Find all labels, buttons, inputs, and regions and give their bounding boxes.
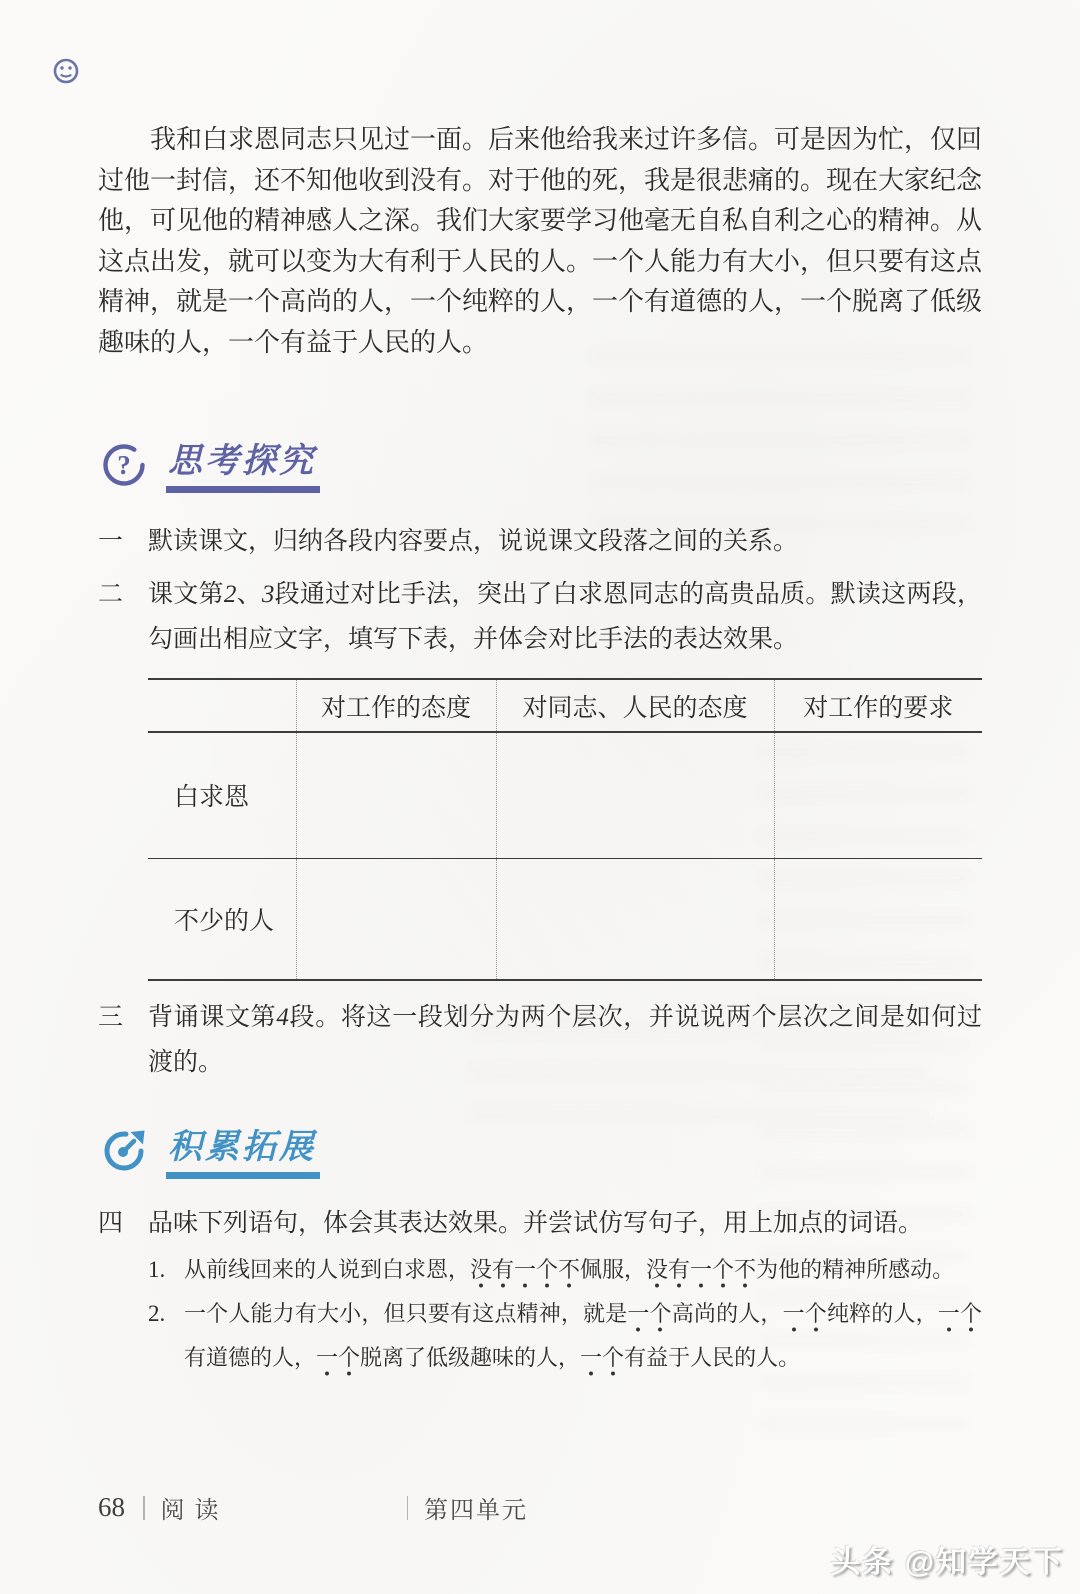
table-header-attitude-people: 对同志、人民的态度 — [496, 679, 774, 732]
item-marker: 三 — [98, 1004, 124, 1031]
page-footer — [98, 1490, 528, 1525]
table-cell-blank — [296, 732, 496, 858]
exercise-item-1 — [98, 519, 982, 564]
exercise-item-3 — [98, 995, 982, 1085]
item-marker: 四 — [98, 1210, 124, 1237]
item-text: 品味下列语句，体会其表达效果。并尝试仿写句子，用上加点的词语。 — [148, 1210, 924, 1237]
table-cell-blank — [774, 858, 982, 980]
think-explore-title: 思考探究 — [166, 441, 320, 493]
footer-unit-label: 第四单元 — [424, 1498, 528, 1524]
question-circle-icon — [100, 441, 148, 489]
sentence-number: 1. — [148, 1257, 166, 1282]
table-header-row — [148, 679, 982, 732]
svg-text:?: ? — [117, 450, 131, 480]
accumulate-expand-title: 积累拓展 — [166, 1127, 320, 1179]
page-number: 68 — [98, 1492, 125, 1522]
table-header-work-demand: 对工作的要求 — [774, 679, 982, 732]
circular-arrow-icon — [100, 1127, 148, 1175]
table-row-many-people — [148, 858, 982, 980]
exercise-item-4 — [98, 1201, 982, 1246]
table-cell-blank — [774, 732, 982, 858]
smiley-icon — [52, 57, 80, 85]
example-sentences — [98, 1248, 982, 1380]
sentence-number: 2. — [148, 1301, 166, 1326]
row-label: 不少的人 — [148, 858, 296, 980]
accumulate-expand-items — [98, 1201, 982, 1246]
sentence-text: 从前线回来的人说到白求恩，没有一个不佩服，没有一个不为他的精神所感动。 — [184, 1248, 982, 1292]
sentence-1 — [148, 1248, 982, 1292]
page-content — [98, 120, 982, 1380]
footer-divider — [143, 1496, 145, 1520]
item-marker: 二 — [98, 581, 124, 608]
exercise-item-2 — [98, 572, 982, 662]
reading-text-paragraph: 我和白求恩同志只见过一面。后来他给我来过许多信。可是因为忙，仅回过他一封信，还不知他收到没有。对于他的死，我是很悲痛的。现在大家纪念他，可见他的精神感人之深。我们大家要学习他毫无自私自利之心的精神。从这点出发，就可以变为大有利于人民的人。一个人能力有大小，但只要有这点精神，就是一个高尚的人，一个纯粹的人，一个有道德的人，一个脱离了低级趣味的人，一个有益于人民的人。 — [98, 125, 983, 357]
sentence-text: 一个人能力有大小，但只要有这点精神，就是一个高尚的人，一个纯粹的人，一个有道德的人，一个脱离了低级趣味的人，一个有益于人民的人。 — [184, 1292, 982, 1380]
table-cell-blank — [296, 858, 496, 980]
accumulate-expand-heading — [100, 1127, 982, 1179]
row-label: 白求恩 — [148, 732, 296, 858]
item-text: 背诵课文第4段。将这一段划分为两个层次，并说说两个层次之间是如何过渡的。 — [148, 1004, 982, 1076]
table-header-attitude-work: 对工作的态度 — [296, 679, 496, 732]
table-header-empty — [148, 679, 296, 732]
table-row-baiqiuen — [148, 732, 982, 858]
footer-section-label: 阅 读 — [160, 1498, 221, 1524]
think-explore-heading — [100, 441, 982, 493]
think-explore-items — [98, 519, 982, 662]
think-explore-items-continued — [98, 995, 982, 1085]
comparison-table — [148, 678, 982, 981]
table-cell-blank — [496, 732, 774, 858]
sentence-2 — [148, 1292, 982, 1380]
item-text: 默读课文，归纳各段内容要点，说说课文段落之间的关系。 — [148, 528, 799, 555]
item-text: 课文第2、3段通过对比手法，突出了白求恩同志的高贵品质。默读这两段，勾画出相应文字，填写下表，并体会对比手法的表达效果。 — [148, 581, 982, 653]
table-cell-blank — [496, 858, 774, 980]
watermark-text: 头条 @知学天下 — [830, 1546, 1064, 1579]
item-marker: 一 — [98, 528, 124, 555]
footer-divider — [407, 1496, 409, 1520]
